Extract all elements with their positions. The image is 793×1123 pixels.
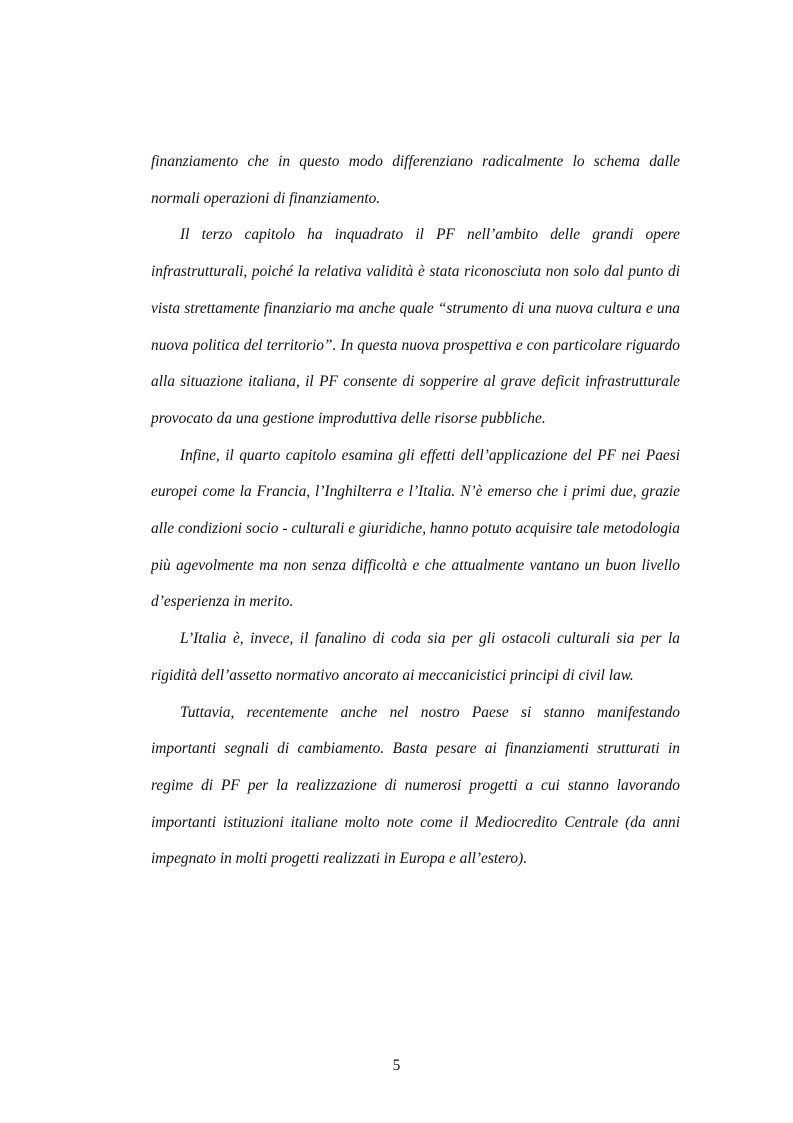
body-text bbox=[151, 144, 680, 878]
paragraph-fourth-chapter: Infine, il quarto capitolo esamina gli effetti dell’applicazione del PF nei Paesi europei come la Francia, l’Inghilterra e l’Italia. N’è emerso che i primi due, grazie alle condizioni socio - culturali e giuridiche, hanno potuto acquisire tale metodologia più agevolmente ma non senza difficoltà e che attualmente vantano un buon livello d’esperienza in merito. bbox=[151, 446, 680, 611]
paragraph-third-chapter: Il terzo capitolo ha inquadrato il PF nell’ambito delle grandi opere infrastrutturali, poiché la relativa validità è stata riconosciuta non solo dal punto di vista strettamente finanziario ma anche quale “strumento di una nuova cultura e una nuova politica del territorio”. In questa nuova prospettiva e con particolare riguardo alla situazione italiana, il PF consente di sopperire al grave deficit infrastrutturale provocato da una gestione improduttiva delle risorse pubbliche. bbox=[151, 226, 680, 427]
paragraph-however: Tuttavia, recentemente anche nel nostro Paese si stanno manifestando importanti segnali di cambiamento. Basta pesare ai finanziamenti strutturati in regime di PF per la realizzazione di numerosi progetti a cui stanno lavorando importanti istituzioni italiane molto note come il Mediocredito Centrale (da anni impegnato in molti progetti realizzati in Europa e all’estero). bbox=[151, 703, 680, 868]
paragraph-italy: L’Italia è, invece, il fanalino di coda sia per gli ostacoli culturali sia per la rigidità dell’assetto normativo ancorato ai meccanicistici principi di civil law. bbox=[151, 630, 680, 684]
paragraph-continuation: finanziamento che in questo modo differenziano radicalmente lo schema dalle normali operazioni di finanziamento. bbox=[151, 153, 680, 207]
page-number: 5 bbox=[392, 1057, 401, 1074]
